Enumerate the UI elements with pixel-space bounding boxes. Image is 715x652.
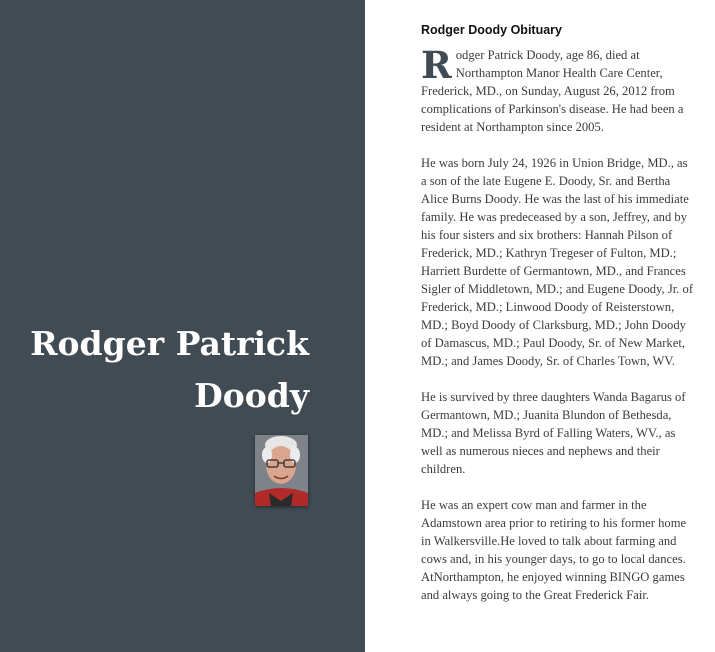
person-photo-icon bbox=[255, 435, 308, 506]
hero-name bbox=[9, 318, 309, 422]
obituary-article bbox=[421, 20, 696, 622]
obituary-paragraph bbox=[421, 43, 696, 136]
obituary-title: Rodger Doody Obituary bbox=[421, 23, 562, 37]
paragraph-text: odger Patrick Doody, age 86, died at Northampton Manor Health Care Center, Frederick, MD., on Sunday, August 26, 2012 from complications of Parkinson's disease. He had been a resident at Northampton since 2005. bbox=[421, 48, 684, 134]
hero-name-line1: Rodger Patrick bbox=[30, 324, 309, 363]
obituary-paragraph: He was an expert cow man and farmer in the Adamstown area prior to retiring to his former home in Walkersville.He loved to talk about farming and cows and, in his younger days, to go to local dances. AtNorthampton, he enjoyed winning BINGO games and always going to the Great Frederick Fair. bbox=[421, 498, 687, 602]
portrait-photo bbox=[255, 435, 308, 506]
drop-cap: R bbox=[421, 43, 452, 87]
hero-name-line2: Doody bbox=[194, 376, 309, 415]
obituary-paragraph: He was born July 24, 1926 in Union Bridge, MD., as a son of the late Eugene E. Doody, Sr. and Bertha Alice Burns Doody. He was the last of his immediate family. He was predeceased by a son, Jeffrey, and by his four sisters and six brothers: Hannah Pilson of Frederick, MD.; Kathryn Tregeser of Fulton, MD.; Harriett Burdette of Germantown, MD., and Frances Sigler of Middletown, MD.; and Eugene Doody, Jr. of Frederick, MD.; Linwood Doody of Reisterstown, MD.; Boyd Doody of Clarksburg, MD.; John Doody of Damascus, MD.; Paul Doody, Sr. of New Market, MD.; and James Doody, Sr. of Charles Town, WV. bbox=[421, 156, 694, 368]
obituary-paragraph: He is survived by three daughters Wanda Bagarus of Germantown, MD.; Juanita Blundon of Bethesda, MD.; and Melissa Byrd of Falling Waters, WV., as well as numerous nieces and nephews and their children. bbox=[421, 390, 686, 476]
